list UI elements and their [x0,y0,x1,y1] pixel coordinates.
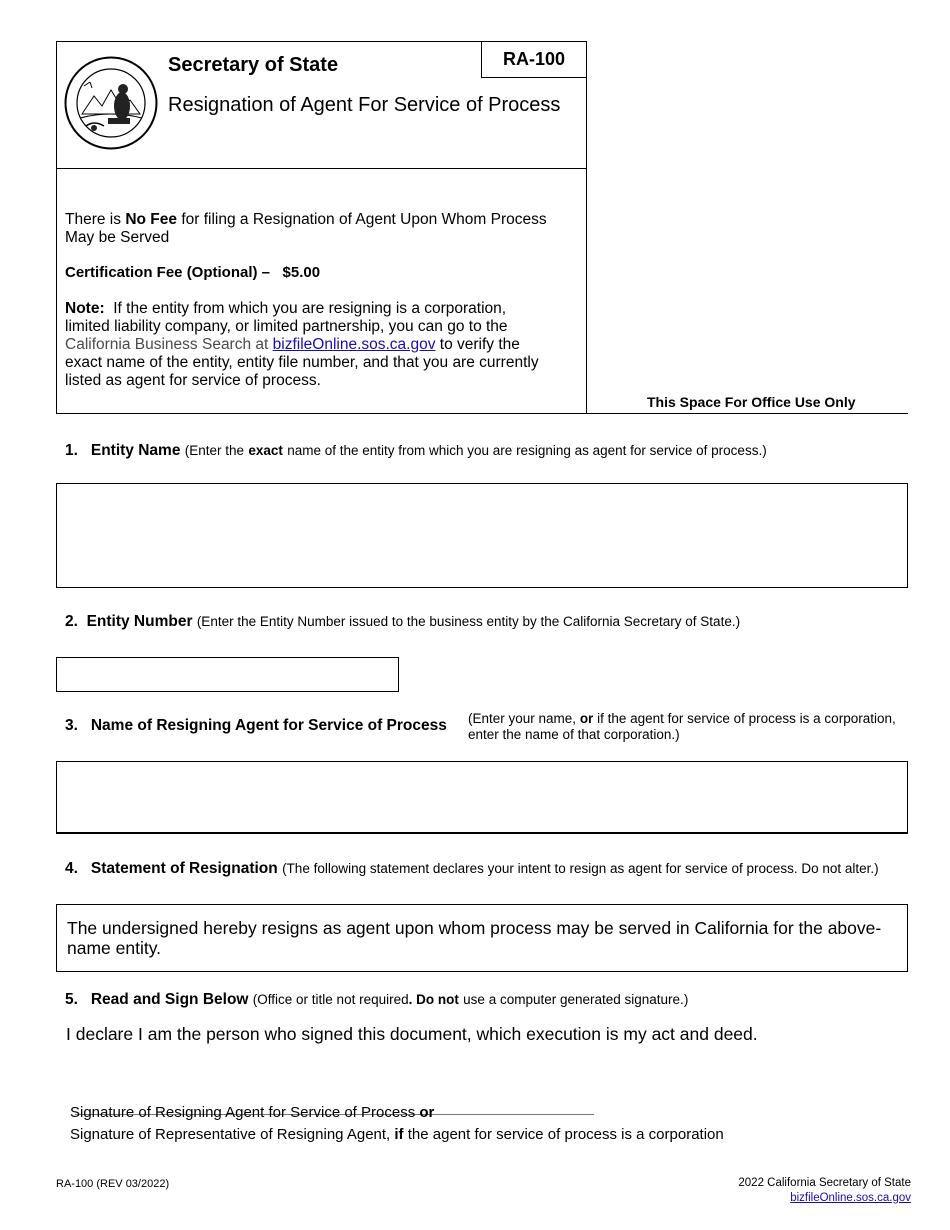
section-4-heading: 4. Statement of Resignation (The following statement declares your intent to resign as agent for service of process. Do not alter.) [65,860,879,877]
declaration: I declare I am the person who signed this document, which execution is my act and deed. [66,1024,758,1044]
resignation-statement: The undersigned hereby resigns as agent upon whom process may be served in California for the above-name entity. [67,918,882,958]
section-3-heading: 3. Name of Resigning Agent for Service of Process [65,717,447,734]
agency-title: Secretary of State [168,54,339,76]
statement-box [56,904,908,972]
revision-label: RA-100 (REV 03/2022) [56,1178,170,1190]
note: Note: If the entity from which you are resigning is a corporation, limited liability company, or limited partnership, you can go to the California Business Search at bizfileOnline.sos.ca.gov to verify the exact name of the entity, entity file number, and that you are currently listed as agent for service of process. [65,300,539,389]
office-use-rule [586,413,908,414]
section-3-instruction: (Enter your name, or if the agent for service of process is a corporation, enter the name of that corporation.) [468,711,896,742]
resigning-agent-name-field[interactable] [56,761,908,834]
footer-link[interactable]: bizfileOnline.sos.ca.gov [790,1192,911,1204]
form-number: RA-100 [502,49,566,69]
certification-fee: Certification Fee (Optional) – $5.00 [65,264,321,281]
section-2-heading: 2. Entity Number (Enter the Entity Number issued to the business entity by the California Secretary of State.) [65,613,741,630]
section-5-heading: 5. Read and Sign Below (Office or title not required. Do not use a computer generated signature.) [65,991,689,1008]
signature-caption-1: Signature of Resigning Agent for Service of Process or [70,1104,435,1121]
footer-copyright: 2022 California Secretary of State [738,1177,911,1189]
form-number-box [481,41,587,78]
form-title: Resignation of Agent For Service of Process [168,94,561,116]
section-1-heading: 1. Entity Name (Enter the exact name of the entity from which you are resigning as agent for service of process.) [65,442,767,459]
entity-name-field[interactable] [56,483,908,588]
no-fee: No Fee [125,211,177,228]
office-use-label: This Space For Office Use Only [647,394,856,410]
certification-amount: $5.00 [282,264,321,281]
signature-caption-2: Signature of Representative of Resigning Agent, if the agent for service of process is a corporation [70,1126,724,1143]
bizfile-link[interactable]: bizfileOnline.sos.ca.gov [272,336,436,353]
state-seal-icon [64,56,158,150]
fee-statement: There is No Fee for filing a Resignation of Agent Upon Whom Process May be Served [65,211,547,246]
entity-number-field[interactable] [56,657,399,692]
seal-motto [64,151,158,152]
